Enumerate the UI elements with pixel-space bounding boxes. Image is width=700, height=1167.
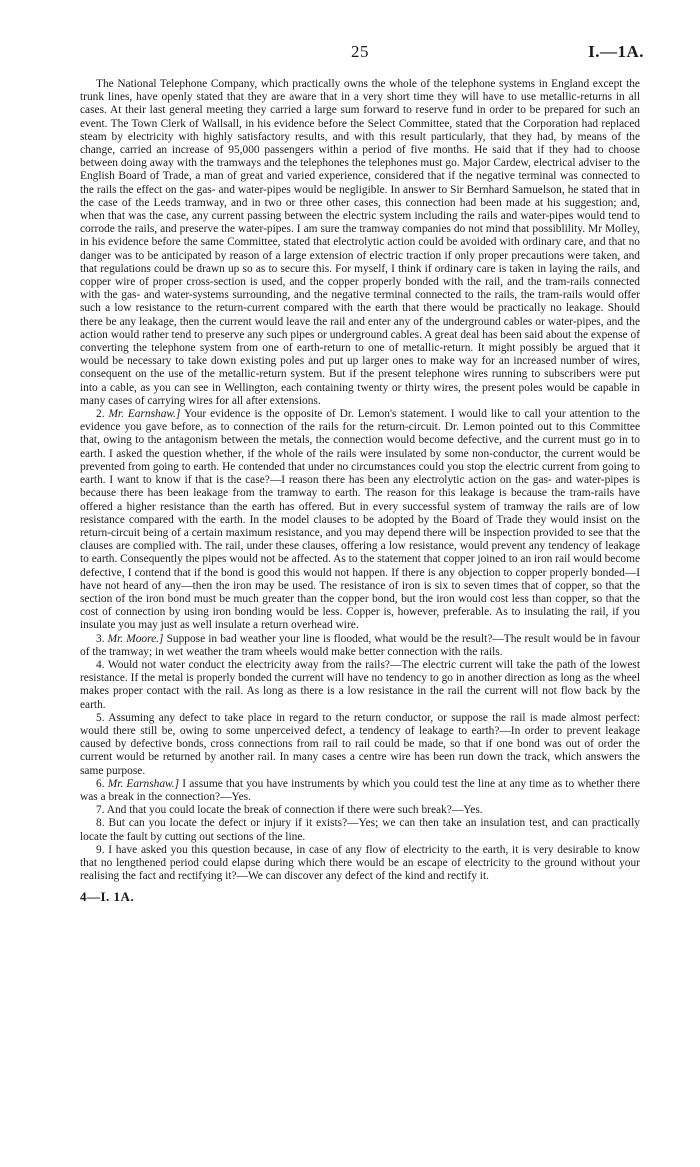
paragraph-text: I have asked you this question because, in case of any flow of electricity to the earth, it is very desirable to know that no lengthened period could elapse during which there would be an escape of electricity to the ground without your realising the fact and rectifying it?—We can discover any defect of the kind and rectify it. bbox=[80, 843, 640, 883]
page-number: 25 bbox=[351, 42, 369, 61]
paragraph-text: I assume that you have instruments by which you could test the line at any time as to whether there was a break in the connection?—Yes. bbox=[80, 777, 640, 803]
paragraph bbox=[80, 78, 640, 408]
body-text bbox=[80, 78, 640, 883]
page-footer-signature: 4—I. 1A. bbox=[80, 889, 135, 905]
paragraph bbox=[80, 844, 640, 884]
paragraph-text: Would not water conduct the electricity away from the rails?—The electric current will take the path of the lowest resistance. If the metal is properly bonded the current will have no tendency to go in another direction as long as the wheel makes proper contact with the rail. As long as there is a low resistance in the rail the current will not flow back by the earth. bbox=[80, 658, 640, 711]
paragraph bbox=[80, 633, 640, 659]
paragraph bbox=[80, 408, 640, 632]
speaker: Mr. Earnshaw.] bbox=[108, 408, 181, 421]
speaker: Mr. Earnshaw.] bbox=[107, 777, 180, 790]
paragraph-text: Your evidence is the opposite of Dr. Lemon's statement. I would like to call your attention to the evidence you gave before, as to connection of the rails for the return-circuit. Dr. Lemon pointed out to this Committee that, owing to the antagonism between the metals, the connection would become defective, and the current must go in to earth. I asked the question whether, if the whole of the rails were insulated by some non-conductor, the current would be prevented from going to earth. He contended that under no circumstances could you stop the electric current from going to earth. I want to know if that is the case?—I reason there has been any electrolytic action on the gas- and water-pipes is because there has been leakage from the tramway to earth. The reason for this leakage is because the tram-rails have offered a higher resistance than the earth has offered. But in every successful system of tramway the rails are of low resistance compared with the earth. In the model clauses to be adopted by the Board of Trade they would insist on the return-circuit being of a certain maximum resistance, and you may depend there will be inspection provided to see that the clauses are complied with. The rail, under these clauses, offering a low resistance, would prevent any tendency of leakage to earth. Consequently the pipes would not be affected. As to the statement that copper joined to an iron rail would become defective, I contend that if the bond is good this would not happen. If there is any objection to copper properly bonded—I have not heard of any—then the iron may be used. The resistance of iron is six to seven times that of copper, so that the section of the iron bond must be much greater than the copper bond, but the iron would cost less than copper, so that the cost of connection by using iron bonding would be less. Copper is, however, preferable. As to insulating the rail, if you insulate you may just as well insulate a return overhead wire. bbox=[80, 408, 640, 632]
document-page bbox=[80, 42, 644, 905]
page-header bbox=[80, 42, 644, 68]
paragraph bbox=[80, 712, 640, 778]
paragraph bbox=[80, 804, 640, 817]
question-number: 8. bbox=[96, 817, 105, 830]
question-number: 6. bbox=[96, 777, 105, 790]
paragraph-text: The National Telephone Company, which practically owns the whole of the telephone systems in England except the trunk lines, have openly stated that they are aware that in a very short time they will have to use metallic-returns in all cases. At their last general meeting they carried a large sum forward to reserve fund in order to be prepared for such an event. The Town Clerk of Wallsall, in his evidence before the Select Committee, stated that the Corporation had replaced steam by electricity with highly satisfactory results, and with this result particularly, that they had, by means of the change, carried an increase of 95,000 passengers within a period of five months. He said that if they had to choose between doing away with the tramways and the telephones the telephones must go. Major Cardew, electrical adviser to the English Board of Trade, a man of great and varied experience, considered that if the negative terminal was connected to the rails the effect on the gas- and water-pipes would be negligible. In answer to Sir Bernhard Samuelson, he stated that in the case of the Leeds tramway, and in two or three other cases, this connection had been made at his suggestion; and, when that was the case, any current passing between the electric system including the rails and water-pipes would tend to corrode the rails, and preserve the water-pipes. I am sure the tramway companies do not mind that possiblility. Mr Molley, in his evidence before the same Committee, stated that electrolytic action could be avoided with ordinary care, and that no danger was to be anticipated by reason of a large extension of electric traction if only proper precautions were taken, and that regulations could be drawn up so as to secure this. For myself, I think if ordinary care is taken in laying the rails, and copper wire of proper cross-section is used, and the copper properly bonded with the rail, and the tram-rails connected with the gas- and water-systems surrounding, and the negative terminal connected to the rails, the tram-rails would offer such a low resistance to the return-current compared with the earth that there would be practically no leakage. Should there be any leakage, then the current would leave the rail and enter any of the underground cables or water-pipes, and the action would rather tend to preserve any such pipes or underground cables. A great deal has been said about the expense of converting the telephone system from one of earth-return to one of metallic-return. It might possibly be argued that it would be necessary to take down existing poles and put up larger ones to make way for an increased number of wires, consequent on the use of the metallic-return system. But if the present telephone wires running to subscribers were put into a cable, as you can see in Wellington, each containing twenty or thirty wires, the present poles would be capable in many cases of carrying wires for all after extensions. bbox=[80, 78, 640, 407]
document-reference: I.—1A. bbox=[588, 42, 644, 61]
question-number: 9. bbox=[96, 843, 105, 856]
paragraph-text: But can you locate the defect or injury if it exists?—Yes; we can then take an insulation test, and can practically locate the fault by cutting out sections of the line. bbox=[80, 817, 640, 843]
paragraph-text: Suppose in bad weather your line is flooded, what would be the result?—The result would be in favour of the tramway; in wet weather the tram wheels would make better connection with the rails. bbox=[80, 632, 641, 658]
question-number: 2. bbox=[96, 408, 105, 421]
question-number: 4. bbox=[96, 658, 105, 671]
paragraph-text: And that you could locate the break of connection if there were such break?—Yes. bbox=[106, 804, 483, 817]
question-number: 3. bbox=[96, 632, 105, 645]
question-number: 7. bbox=[96, 804, 105, 817]
paragraph-text: Assuming any defect to take place in regard to the return conductor, or suppose the rail is made almost perfect: would there still be, owing to some unperceived defect, a tendency of leakage to earth?—In order to prevent leakage caused by defective bonds, cross connections from rail to rail could be made, so that if one bond was out of order the current would be returned by another rail. In many cases a centre wire has been run down the track, which answers the same purpose. bbox=[80, 711, 641, 777]
paragraph bbox=[80, 778, 640, 804]
question-number: 5. bbox=[96, 711, 105, 724]
speaker: Mr. Moore.] bbox=[107, 632, 164, 645]
paragraph bbox=[80, 817, 640, 843]
paragraph bbox=[80, 659, 640, 712]
